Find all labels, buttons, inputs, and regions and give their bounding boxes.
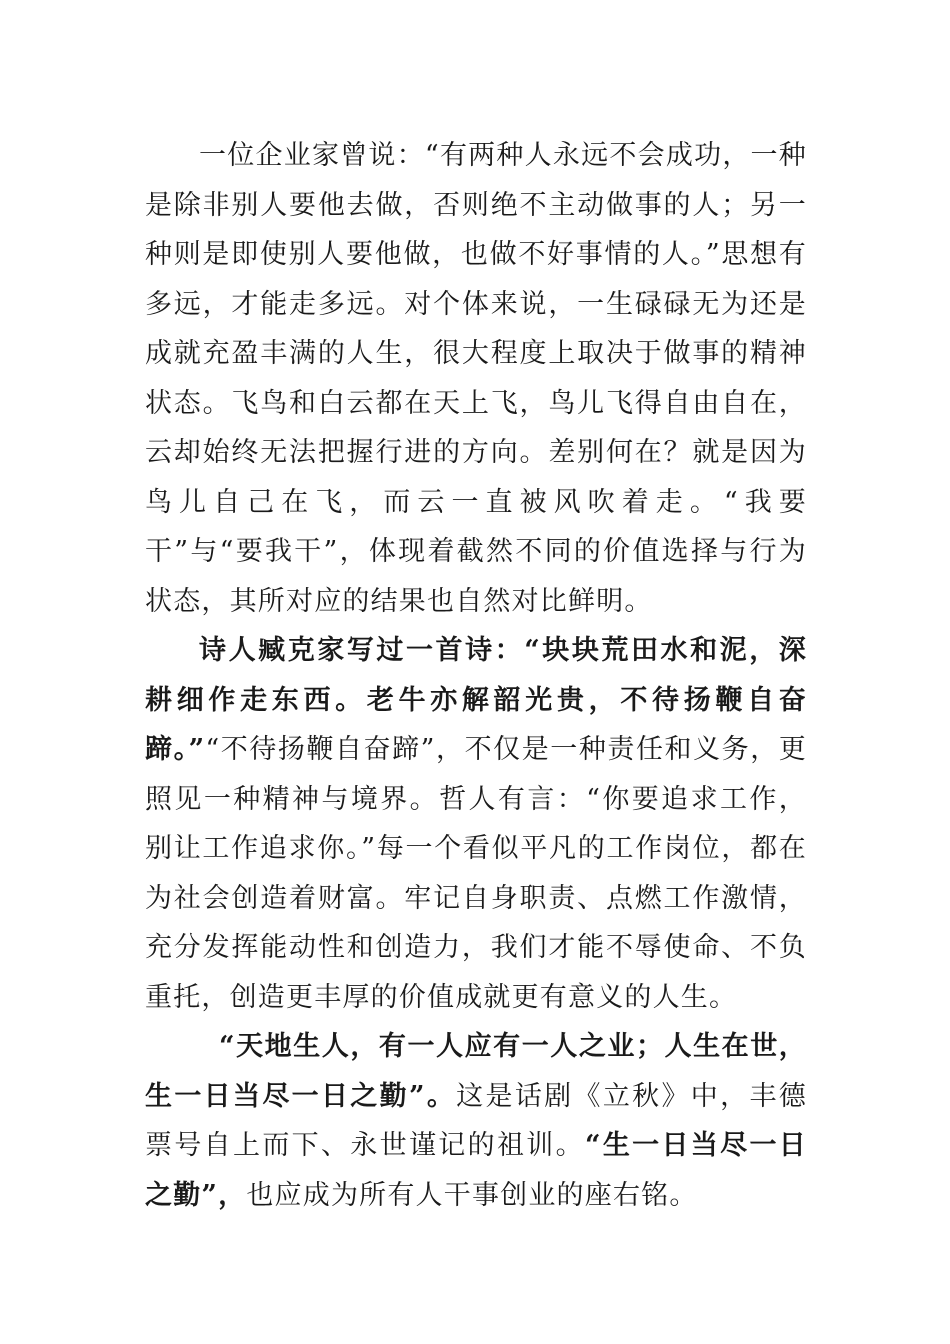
- paragraph-text: “不待扬鞭自奋蹄”，不仅是一种责任和义务，更照见一种精神与境界。哲人有言：“你要追求工作，别让工作追求你。”每一个看似平凡的工作岗位，都在为社会创造着财富。牢记自身职责、点燃工作激情，充分发挥能动性和创造力，我们才能不辱使命、不负重托，创造更丰厚的价值成就更有意义的人生。: [145, 734, 807, 1013]
- paragraph-family-motto: [145, 1022, 807, 1220]
- paragraph-text: 一位企业家曾说：“有两种人永远不会成功，一种是除非别人要他去做，否则绝不主动做事的人；另一种则是即使别人要他做，也做不好事情的人。”思想有多远，才能走多远。对个体来说，一生碌碌无为还是成就充盈丰满的人生，很大程度上取决于做事的精神状态。飞鸟和白云都在天上飞，鸟儿飞得自由自在，云却始终无法把握行进的方向。差别何在？就是因为鸟儿自己在飞，而云一直被风吹着走。“我要干”与“要我干”，体现着截然不同的价值选择与行为状态，其所对应的结果也自然对比鲜明。: [145, 140, 807, 617]
- document-page: [145, 131, 807, 1220]
- paragraph-poem-quote: [145, 626, 807, 1022]
- motto-quote-bold: “天地生人，有一人应有一人之业；人生在世，生一日当尽一日之勤”。: [145, 1031, 807, 1112]
- paragraph-text: 这是话剧《立秋》中，丰德票号自上而下、永世谨记的祖训。: [145, 1080, 808, 1161]
- paragraph-entrepreneur-quote: [145, 131, 807, 626]
- poem-quote-bold: 诗人臧克家写过一首诗：“块块荒田水和泥，深耕细作走东西。老牛亦解韶光贵，不待扬鞭自奋蹄。”: [145, 635, 807, 765]
- motto-phrase-bold: “生一日当尽一日之勤”，: [145, 1130, 807, 1211]
- paragraph-text: 也应成为所有人干事创业的座右铭。: [246, 1179, 698, 1211]
